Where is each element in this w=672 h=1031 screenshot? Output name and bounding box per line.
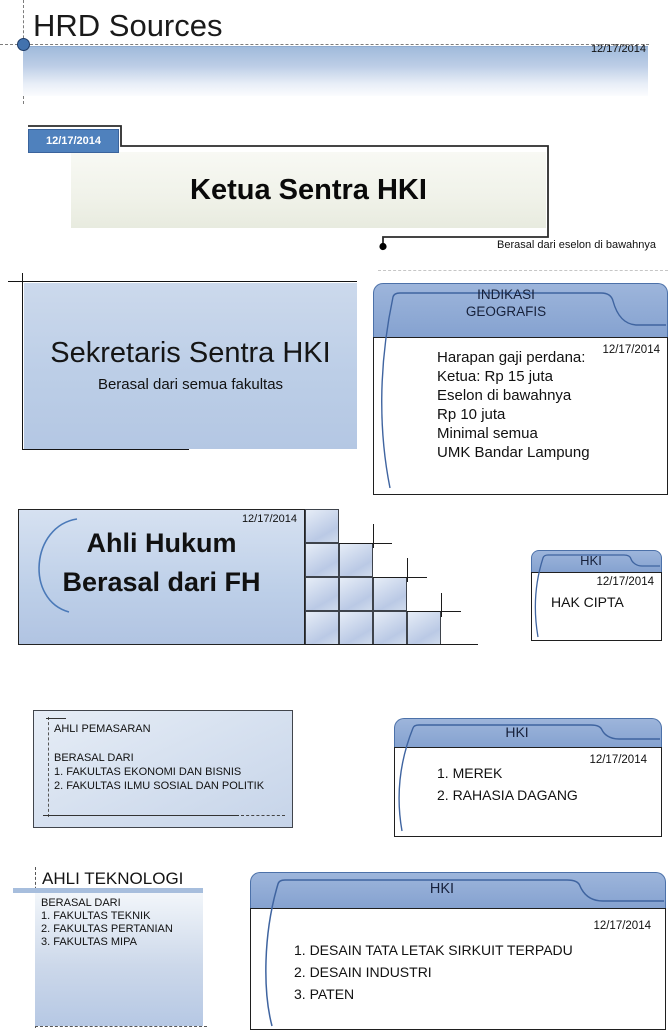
guide-origin-dot-icon (17, 38, 30, 51)
hki-paten-item: 2. DESAIN INDUSTRI (294, 964, 432, 980)
placeholder-dotted-line (378, 270, 668, 271)
indikasi-line: Eselon di bawahnya (437, 387, 572, 404)
hki-merek-item: 2. RAHASIA DAGANG (437, 787, 578, 803)
pemasaran-bottom-dashes (241, 815, 285, 816)
stair-cell (373, 611, 407, 645)
teknologi-item: 1. FAKULTAS TEKNIK (41, 910, 151, 922)
ahli-hukum-title-line1: Ahli Hukum (86, 528, 237, 558)
hki-paten-item: 1. DESAIN TATA LETAK SIRKUIT TERPADU (294, 942, 573, 958)
ketua-title: Ketua Sentra HKI (190, 173, 427, 206)
stair-cell (339, 543, 373, 577)
pemasaran-dashed-line (48, 717, 49, 817)
teknologi-item: 3. FAKULTAS MIPA (41, 936, 137, 948)
hki-cipta-date: 12/17/2014 (596, 576, 654, 588)
ketua-note: Berasal dari eselon di bawahnya (497, 239, 656, 251)
indikasi-header-line1: INDIKASI (477, 287, 535, 302)
stair-tick-line (441, 593, 442, 617)
teknologi-dashed-bottom (35, 1026, 207, 1027)
sekretaris-title: Sekretaris Sentra HKI (50, 337, 331, 369)
indikasi-date: 12/17/2014 (602, 344, 660, 356)
hki-merek-date: 12/17/2014 (589, 754, 647, 766)
ahli-hukum-title-line2: Berasal dari FH (62, 567, 261, 597)
pemasaran-item: 2. FAKULTAS ILMU SOSIAL DAN POLITIK (54, 780, 265, 792)
stair-tick-line (373, 524, 374, 548)
teknologi-origin-label: BERASAL DARI (41, 897, 121, 909)
hki-paten-folder (250, 872, 666, 1030)
stair-cell (305, 611, 339, 645)
indikasi-geografis-folder (373, 283, 668, 495)
pemasaran-bottom-line (43, 815, 239, 816)
stair-step-line (407, 611, 461, 612)
indikasi-line: UMK Bandar Lampung (437, 444, 590, 461)
hki-paten-item: 3. PATEN (294, 986, 355, 1002)
page-title: HRD Sources (33, 8, 223, 43)
stair-cell (305, 577, 339, 611)
hki-cipta-header: HKI (580, 553, 602, 568)
stair-cell (339, 611, 373, 645)
sekretaris-left-line (22, 273, 23, 450)
indikasi-line: Minimal semua (437, 425, 538, 442)
indikasi-line: Harapan gaji perdana: (437, 349, 586, 366)
stair-base-line (305, 644, 478, 645)
hki-paten-header: HKI (429, 881, 455, 897)
ketua-date-tab: 12/17/2014 (28, 129, 119, 153)
teknologi-item: 2. FAKULTAS PERTANIAN (41, 923, 173, 935)
ahli-hukum-box (18, 509, 305, 645)
pemasaran-item: 1. FAKULTAS EKONOMI DAN BISNIS (54, 766, 242, 778)
hki-merek-item: 1. MEREK (437, 765, 503, 781)
pemasaran-title: AHLI PEMASARAN (54, 723, 151, 735)
sekretaris-box (24, 283, 357, 449)
indikasi-header-line2: GEOGRAFIS (465, 304, 547, 319)
hki-merek-header: HKI (505, 724, 529, 740)
stair-cell (305, 509, 339, 543)
connector-dot-icon (379, 243, 386, 250)
hki-merek-folder (394, 718, 662, 837)
stair-tick-line (407, 558, 408, 582)
stair-step-line (373, 577, 427, 578)
stair-cell (339, 577, 373, 611)
pemasaran-origin-label: BERASAL DARI (54, 752, 134, 764)
teknologi-box (35, 893, 203, 1026)
stair-step-line (339, 543, 392, 544)
hki-paten-date: 12/17/2014 (593, 920, 651, 932)
sekretaris-bottom-line (22, 449, 189, 450)
pemasaran-tick-line (46, 718, 66, 719)
top-bar-date: 12/17/2014 (590, 43, 646, 55)
ahli-pemasaran-box (33, 710, 293, 828)
stair-cell (305, 543, 339, 577)
sekretaris-top-line (8, 281, 357, 282)
indikasi-line: Ketua: Rp 15 juta (437, 368, 553, 385)
hki-hak-cipta-folder (531, 550, 662, 641)
stair-cell (407, 611, 441, 645)
indikasi-line: Rp 10 juta (437, 406, 506, 423)
hki-cipta-item: HAK CIPTA (551, 594, 624, 610)
ahli-hukum-date: 12/17/2014 (241, 513, 297, 525)
stair-cell (373, 577, 407, 611)
sekretaris-subtitle: Berasal dari semua fakultas (97, 376, 284, 393)
teknologi-title: AHLI TEKNOLOGI (42, 869, 184, 888)
